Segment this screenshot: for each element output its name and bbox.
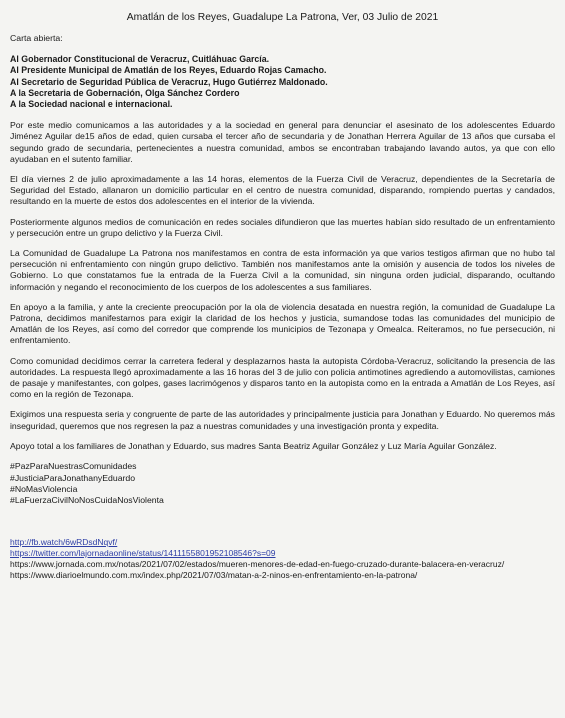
paragraph-7: Exigimos una respuesta seria y congruente de parte de las autoridades y principalmente justicia para Jonathan y Eduardo. No queremos más inseguridad, queremos que nos regresen la paz a nuestras comunidades y una investigación pronta y expedita.	[10, 409, 555, 431]
salutation: Carta abierta:	[10, 33, 63, 43]
hashtag: #NoMasViolencia	[10, 483, 78, 494]
jornada-link[interactable]: https://www.jornada.com.mx/notas/2021/07/02/estados/mueren-menores-de-edad-en-fuego-cruzado-durante-balacera-en-veracruz/	[10, 558, 505, 569]
addressee-security-secretary: Al Secretario de Seguridad Pública de Veracruz, Hugo Gutiérrez Maldonado.	[10, 76, 328, 87]
facebook-link[interactable]: http://fb.watch/6wRDsdNqvf/	[10, 536, 118, 547]
paragraph-4: La Comunidad de Guadalupe La Patrona nos manifestamos en contra de esta información ya que varios testigos afirman que no hubo tal persecución ni enfrentamiento con ningún grupo delictivo. También nos manifestamos ante la omisión y ausencia de todos los niveles de Gobierno. Lo que constatamos fue la entrada de la Fuerza Civil a la comunidad, sin ninguna orden judicial, disparando, ocultando información y negando el reconocimiento de los cuerpos de los adolescentes a sus familiares.	[10, 248, 555, 292]
addressee-mayor: Al Presidente Municipal de Amatlán de los Reyes, Eduardo Rojas Camacho.	[10, 65, 327, 76]
hashtag-list	[10, 461, 555, 507]
diarioelmundo-link[interactable]: https://www.diarioelmundo.com.mx/index.php/2021/07/03/matan-a-2-ninos-en-enfrentamiento-en-la-patrona/	[10, 569, 418, 580]
hashtag: #JusticiaParaJonathanyEduardo	[10, 472, 136, 483]
twitter-link[interactable]: https://twitter.com/lajornadaonline/status/1411155801952108546?s=09	[10, 547, 276, 558]
paragraph-8: Apoyo total a los familiares de Jonathan y Eduardo, sus madres Santa Beatriz Aguilar González y Luz María Aguilar González.	[10, 440, 497, 451]
paragraph-3: Posteriormente algunos medios de comunicación en redes sociales difundieron que las muertes habían sido resultado de un enfrentamiento y persecución entre un grupo delictivo y la Fuerza Civil.	[10, 216, 555, 238]
paragraph-1: Por este medio comunicamos a las autoridades y a la sociedad en general para denunciar el asesinato de los adolescentes Eduardo Jiménez Aguilar de15 años de edad, quien cursaba el tercer año de secundaria y de Jonathan Herrera Aguilar de 13 años que cursaba el segundo grado de secundaria, pertenecientes a nuestra comunidad, ambos se encontraban trabajando lavando autos, ya que con ello ayudaban en el sutento familiar.	[10, 120, 555, 164]
hashtag: #LaFuerzaCivilNoNosCuidaNosViolenta	[10, 495, 164, 506]
paragraph-5: En apoyo a la familia, y ante la creciente preocupación por la ola de violencia desatada en nuestra región, la comunidad de Guadalupe La Patrona, decidimos manifestarnos para exigir la claridad de los hechos y justicia, sumandose todas las comunidades del municipio de Amatlán de los Reyes, así como del corredor que comprende los municipios de Tezonapa y Omealca. Reiteramos, no fue persecución, ni enfrentamiento.	[10, 301, 555, 346]
addressee-interior-secretary: A la Secretaria de Gobernación, Olga Sánchez Cordero	[10, 87, 240, 98]
paragraph-6: Como comunidad decidimos cerrar la carretera federal y desplazarnos hasta la autopista Córdoba-Veracruz, solicitando la presencia de las autoridades. La respuesta llegó aproximadamente a las 16 horas del 3 de julio con policia antimotines agrediendo a automovilistas, camiones de pasaje y manifestantes, con golpes, gases lacrimógenos y disparos tanto en la autopista como en la entrada a Amatlán de Los Reyes, así como en la región de Tezonapa.	[10, 355, 555, 400]
addressee-list	[10, 54, 555, 110]
hashtag: #PazParaNuestrasComunidades	[10, 461, 137, 472]
addressee-governor: Al Gobernador Constitucional de Veracruz, Cuitláhuac García.	[10, 54, 270, 65]
letter-header: Amatlán de los Reyes, Guadalupe La Patrona, Ver, 03 Julio de 2021	[126, 12, 439, 23]
source-links	[10, 537, 555, 581]
paragraph-2: El día viernes 2 de julio aproximadamente a las 14 horas, elementos de la Fuerza Civil de Veracruz, dependientes de la Secretaría de Seguridad del Estado, allanaron un domicilio particular en el centro de nuestra comunidad, disparando, rompiendo puertas y candados, resultando en la muerte de estos dos adolescentes en el interior de la vivienda.	[10, 174, 555, 207]
addressee-society: A la Sociedad nacional e internacional.	[10, 99, 173, 110]
